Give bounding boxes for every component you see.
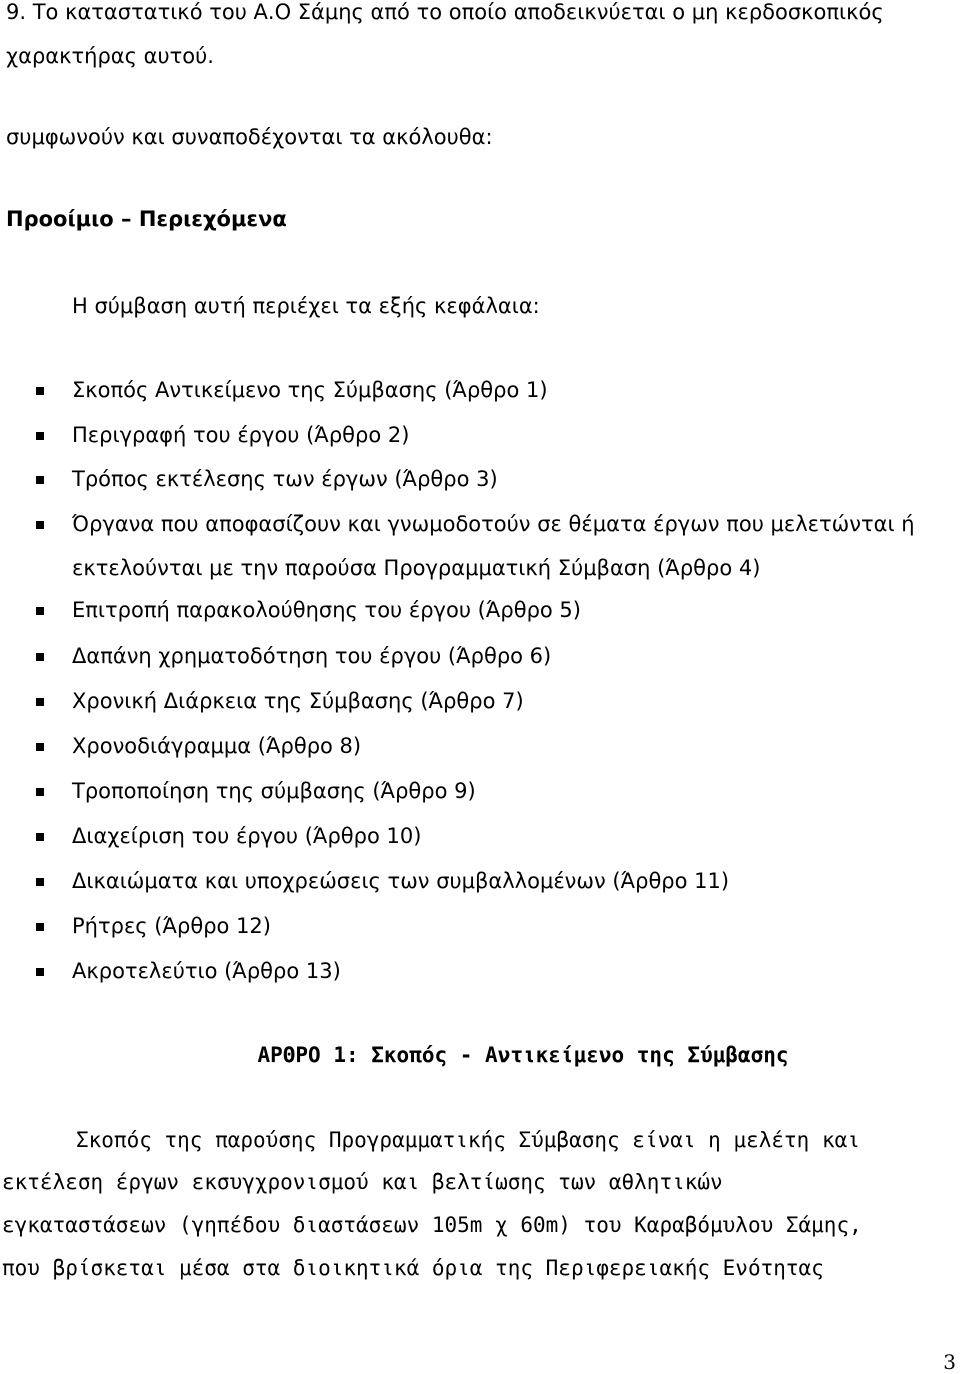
chapter-label-continuation: εκτελούνται με την παρούσα Προγραμματική Σύμβαση (Άρθρο 4) bbox=[72, 556, 761, 580]
chapter-label: Χρονοδιάγραμμα (Άρθρο 8) bbox=[72, 734, 362, 758]
chapter-label: Ρήτρες (Άρθρο 12) bbox=[72, 914, 271, 938]
article-1-heading: ΑΡΘΡΟ 1: Σκοπός - Αντικείμενο της Σύμβασης bbox=[257, 1043, 789, 1067]
square-bullet-icon bbox=[36, 476, 44, 484]
article-1-body-line: εγκαταστάσεων (γηπέδου διαστάσεων 105m χ 60m) του Καραβόμυλου Σάμης, bbox=[2, 1213, 862, 1237]
square-bullet-icon bbox=[36, 923, 44, 931]
square-bullet-icon bbox=[36, 878, 44, 886]
article-1-body-line: Σκοπός της παρούσης Προγραμματικής Σύμβασης είναι η μελέτη και bbox=[76, 1128, 860, 1152]
square-bullet-icon bbox=[36, 788, 44, 796]
requirement-item-9-continuation: χαρακτήρας αυτού. bbox=[6, 44, 214, 68]
chapter-label: Χρονική Διάρκεια της Σύμβασης (Άρθρο 7) bbox=[72, 689, 524, 713]
chapter-label: Διαχείριση του έργου (Άρθρο 10) bbox=[72, 824, 422, 848]
chapter-label: Ακροτελεύτιο (Άρθρο 13) bbox=[72, 959, 341, 983]
square-bullet-icon bbox=[36, 387, 44, 395]
square-bullet-icon bbox=[36, 833, 44, 841]
square-bullet-icon bbox=[36, 653, 44, 661]
chapter-label: Επιτροπή παρακολούθησης του έργου (Άρθρο 5) bbox=[72, 598, 581, 622]
chapter-label: Τρόπος εκτέλεσης των έργων (Άρθρο 3) bbox=[72, 467, 498, 491]
square-bullet-icon bbox=[36, 521, 44, 529]
chapter-label: Σκοπός Αντικείμενο της Σύμβασης (Άρθρο 1) bbox=[72, 378, 548, 402]
chapters-intro: Η σύμβαση αυτή περιέχει τα εξής κεφάλαια: bbox=[72, 294, 540, 318]
chapter-label: Τροποποίηση της σύμβασης (Άρθρο 9) bbox=[72, 779, 476, 803]
preamble-heading: Προοίμιο – Περιεχόμενα bbox=[6, 207, 287, 231]
chapter-label: Δικαιώματα και υποχρεώσεις των συμβαλλομένων (Άρθρο 11) bbox=[72, 869, 730, 893]
agreement-statement: συμφωνούν και συναποδέχονται τα ακόλουθα: bbox=[6, 125, 493, 149]
square-bullet-icon bbox=[36, 698, 44, 706]
square-bullet-icon bbox=[36, 743, 44, 751]
square-bullet-icon bbox=[36, 607, 44, 615]
page-number: 3 bbox=[943, 1350, 956, 1374]
chapter-label: Περιγραφή του έργου (Άρθρο 2) bbox=[72, 423, 410, 447]
square-bullet-icon bbox=[36, 432, 44, 440]
chapter-label: Δαπάνη χρηματοδότηση του έργου (Άρθρο 6) bbox=[72, 644, 552, 668]
chapter-label: Όργανα που αποφασίζουν και γνωμοδοτούν σε θέματα έργων που μελετώνται ή bbox=[72, 512, 915, 536]
requirement-item-9: 9. Το καταστατικό του Α.Ο Σάμης από το οποίο αποδεικνύεται ο μη κερδοσκοπικός bbox=[6, 0, 884, 24]
square-bullet-icon bbox=[36, 968, 44, 976]
article-1-body-line: που βρίσκεται μέσα στα διοικητικά όρια της Περιφερειακής Ενότητας bbox=[2, 1256, 824, 1280]
article-1-body-line: εκτέλεση έργων εκσυγχρονισμού και βελτίωσης των αθλητικών bbox=[2, 1170, 723, 1194]
